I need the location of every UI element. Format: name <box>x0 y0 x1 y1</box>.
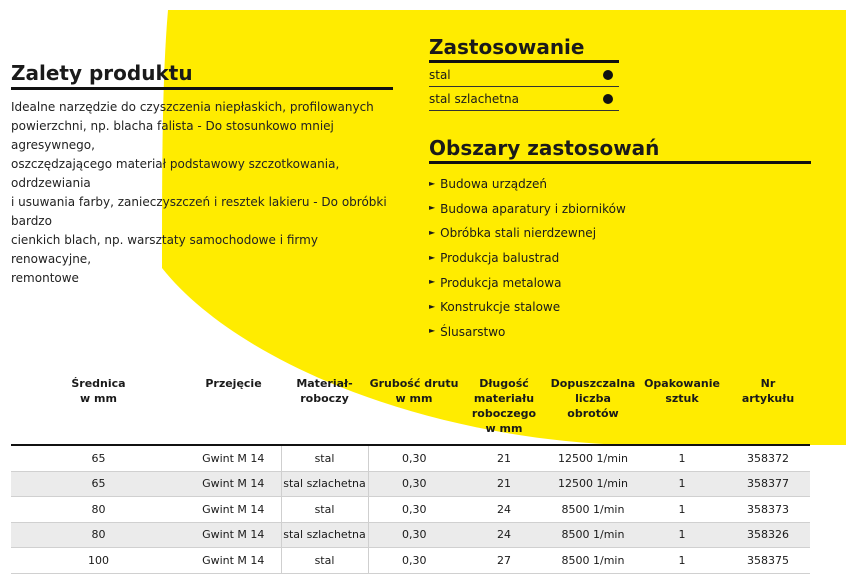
advantages-description <box>11 98 393 288</box>
areas-item-label: Budowa aparatury i zbiorników <box>440 201 626 216</box>
areas-item <box>429 197 811 222</box>
cell-wire-thickness: 0,30 <box>368 497 460 523</box>
header-line: materiału <box>473 392 535 405</box>
arrow-right-icon: ► <box>429 227 436 237</box>
header-line: liczba obrotów <box>567 392 619 420</box>
cell-diameter: 65 <box>11 445 186 471</box>
areas-title: Obszary zastosowań <box>429 136 811 164</box>
advantages-line: cienkich blach, np. warsztaty samochodowe i firmy renowacyjne, <box>11 233 318 266</box>
header-line: sztuk <box>665 392 699 405</box>
advantages-line: i usuwania farby, zanieczyszczeń i resztek lakieru - Do obróbki bardzo <box>11 195 387 228</box>
cell-package: 1 <box>638 522 726 548</box>
cell-wire-thickness: 0,30 <box>368 445 460 471</box>
cell-diameter: 80 <box>11 522 186 548</box>
header-line: w mm <box>80 392 117 405</box>
areas-item-label: Produkcja metalowa <box>440 275 562 290</box>
cell-package: 1 <box>638 548 726 574</box>
cell-connection: Gwint M 14 <box>186 497 281 523</box>
header-line: roboczy <box>300 392 349 405</box>
usage-list <box>429 63 619 111</box>
areas-item <box>429 221 811 246</box>
header-line: Dopuszczalna <box>550 377 636 390</box>
col-header-trim-length <box>460 376 548 445</box>
header-line: Nr <box>760 377 776 390</box>
cell-wire-thickness: 0,30 <box>368 471 460 497</box>
filled-dot-icon <box>603 70 613 80</box>
cell-material: stal szlachetna <box>281 522 368 548</box>
cell-wire-thickness: 0,30 <box>368 548 460 574</box>
areas-item-label: Produkcja balustrad <box>440 251 560 266</box>
arrow-right-icon: ► <box>429 178 436 188</box>
areas-item-label: Obróbka stali nierdzewnej <box>440 226 597 241</box>
usage-item <box>429 63 619 87</box>
col-header-package <box>638 376 726 445</box>
areas-item-label: Konstrukcje stalowe <box>440 300 561 315</box>
usage-and-areas-section <box>429 35 811 344</box>
arrow-right-icon: ► <box>429 252 436 262</box>
cell-trim-length: 24 <box>460 522 548 548</box>
areas-item-label: Budowa urządzeń <box>440 177 548 192</box>
table-row <box>11 445 810 471</box>
usage-item-label: stal szlachetna <box>429 91 519 106</box>
areas-item-label: Ślusarstwo <box>440 324 506 339</box>
cell-diameter: 65 <box>11 471 186 497</box>
col-header-connection <box>186 376 281 445</box>
cell-package: 1 <box>638 497 726 523</box>
areas-item <box>429 172 811 197</box>
col-header-max-speed <box>548 376 638 445</box>
cell-trim-length: 21 <box>460 471 548 497</box>
cell-diameter: 80 <box>11 497 186 523</box>
table-row <box>11 471 810 497</box>
cell-article-no: 358375 <box>726 548 810 574</box>
cell-package: 1 <box>638 471 726 497</box>
cell-article-no: 358326 <box>726 522 810 548</box>
header-line: Przejęcie <box>205 377 262 390</box>
header-line: Materiał- <box>296 377 353 390</box>
arrow-right-icon: ► <box>429 277 436 287</box>
arrow-right-icon: ► <box>429 203 436 213</box>
cell-max-speed: 8500 1/min <box>548 548 638 574</box>
arrow-right-icon: ► <box>429 301 436 311</box>
filled-dot-icon <box>603 94 613 104</box>
header-line: w mm <box>395 392 433 405</box>
usage-title: Zastosowanie <box>429 35 619 63</box>
cell-article-no: 358377 <box>726 471 810 497</box>
cell-material: stal <box>281 548 368 574</box>
areas-item <box>429 295 811 320</box>
header-line: artykułu <box>741 392 795 405</box>
cell-max-speed: 8500 1/min <box>548 522 638 548</box>
table-row <box>11 548 810 574</box>
col-header-diameter <box>11 376 186 445</box>
cell-connection: Gwint M 14 <box>186 548 281 574</box>
cell-package: 1 <box>638 445 726 471</box>
cell-connection: Gwint M 14 <box>186 445 281 471</box>
cell-material: stal <box>281 497 368 523</box>
cell-connection: Gwint M 14 <box>186 471 281 497</box>
header-line: Grubość drutu <box>369 377 459 390</box>
areas-list <box>429 172 811 344</box>
cell-trim-length: 24 <box>460 497 548 523</box>
advantages-line: remontowe <box>11 271 79 285</box>
areas-item <box>429 246 811 271</box>
cell-article-no: 358373 <box>726 497 810 523</box>
header-line: Opakowanie <box>644 377 720 390</box>
cell-diameter: 100 <box>11 548 186 574</box>
areas-item <box>429 320 811 345</box>
advantages-section <box>11 60 393 288</box>
cell-material: stal szlachetna <box>281 471 368 497</box>
cell-connection: Gwint M 14 <box>186 522 281 548</box>
cell-article-no: 358372 <box>726 445 810 471</box>
header-line: Długość <box>479 377 529 390</box>
header-line: Średnica <box>71 377 126 390</box>
table-row <box>11 522 810 548</box>
header-line: w mm <box>485 422 523 435</box>
product-table <box>11 376 810 574</box>
cell-max-speed: 12500 1/min <box>548 445 638 471</box>
cell-trim-length: 21 <box>460 445 548 471</box>
cell-max-speed: 8500 1/min <box>548 497 638 523</box>
col-header-wire-thickness <box>368 376 460 445</box>
cell-max-speed: 12500 1/min <box>548 471 638 497</box>
usage-item-label: stal <box>429 67 451 82</box>
advantages-line: oszczędzającego materiał podstawowy szczotkowania, odrdzewiania <box>11 157 340 190</box>
header-line: roboczego <box>471 407 537 420</box>
areas-item <box>429 270 811 295</box>
cell-material: stal <box>281 445 368 471</box>
usage-item <box>429 87 619 111</box>
cell-wire-thickness: 0,30 <box>368 522 460 548</box>
advantages-line: Idealne narzędzie do czyszczenia niepłaskich, profilowanych <box>11 100 374 114</box>
cell-trim-length: 27 <box>460 548 548 574</box>
col-header-material <box>281 376 368 445</box>
arrow-right-icon: ► <box>429 326 436 336</box>
advantages-title: Zalety produktu <box>11 60 393 90</box>
table-header-row <box>11 376 810 445</box>
table-row <box>11 497 810 523</box>
advantages-line: powierzchni, np. blacha falista - Do stosunkowo mniej agresywnego, <box>11 119 334 152</box>
col-header-article-no <box>726 376 810 445</box>
